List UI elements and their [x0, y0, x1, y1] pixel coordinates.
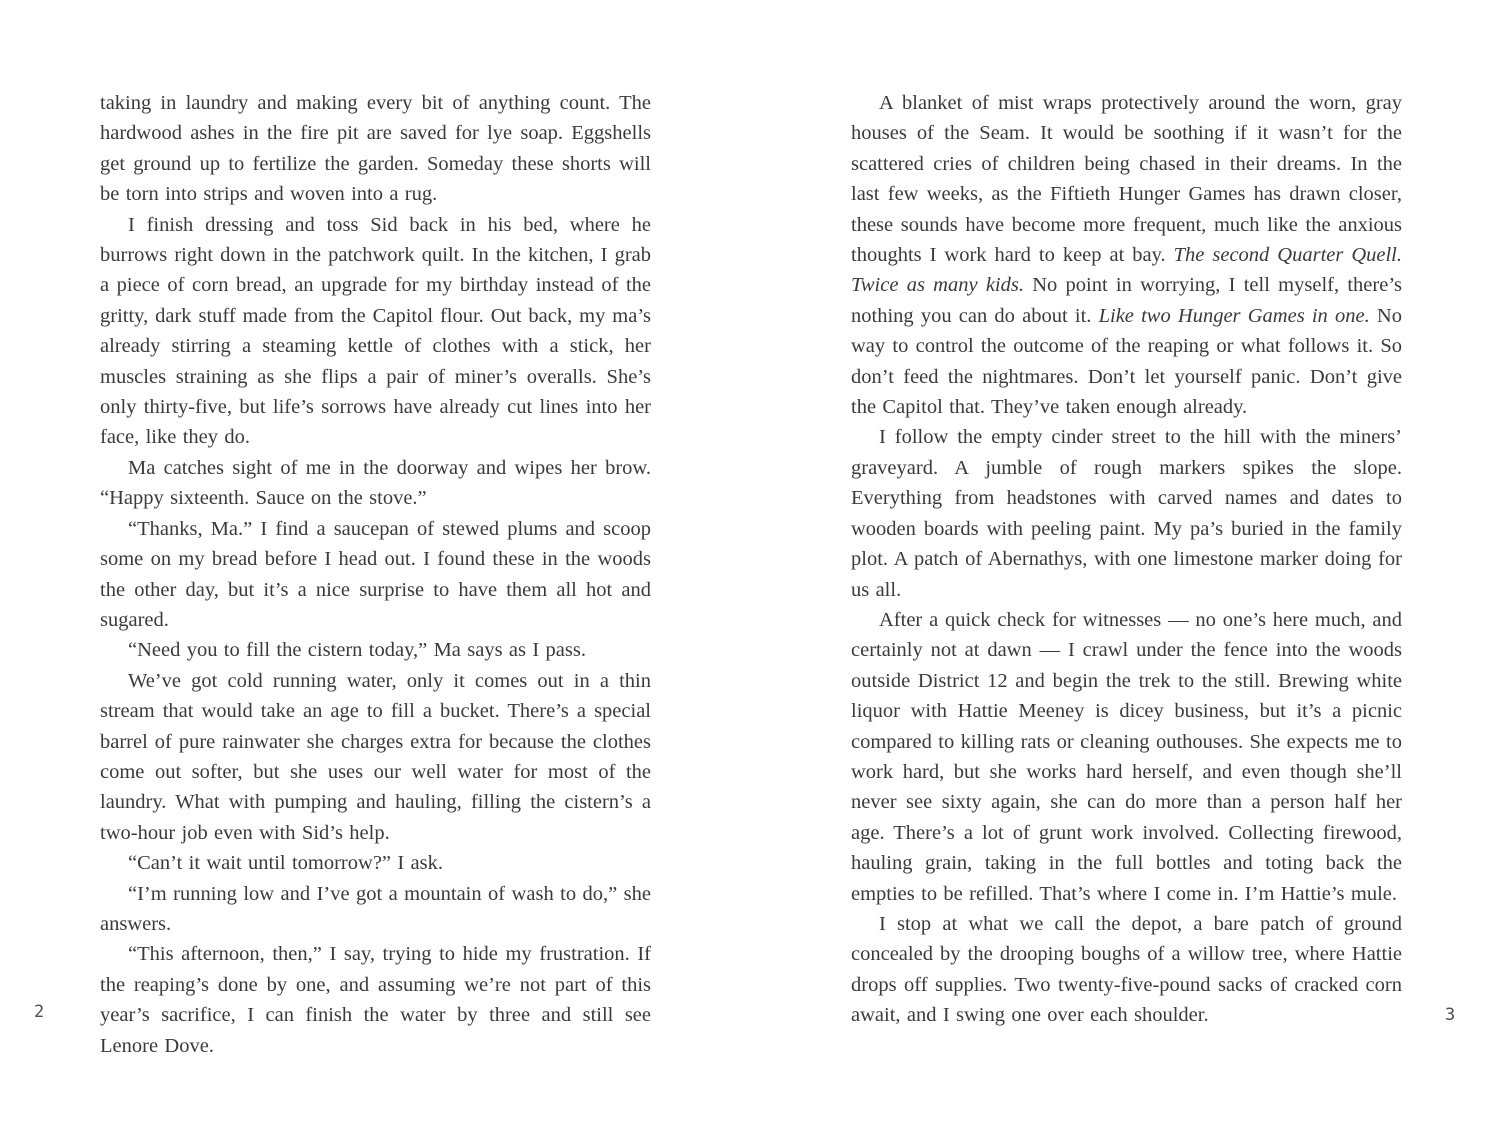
- text-run: “Can’t it wait until tomorrow?” I ask.: [128, 852, 444, 875]
- text-run: A blanket of mist wraps protectively around the worn, gray houses of the Seam. It would be soothing if it wasn’t for the scattered cries of children being chased in their dreams. In the last few weeks, as the Fiftieth Hunger Games has drawn closer, these sounds have become more frequent, much like the anxious thoughts I work hard to keep at bay.: [851, 92, 1402, 267]
- paragraph: [100, 848, 651, 878]
- paragraph: [100, 88, 651, 210]
- text-run: “Need you to fill the cistern today,” Ma says as I pass.: [128, 639, 586, 662]
- left-page-number: 2: [34, 1002, 45, 1022]
- text-run: I stop at what we call the depot, a bare patch of ground concealed by the drooping boughs of a willow tree, where Hattie drops off supplies. Two twenty-five-pound sacks of cracked corn await, and I swing one over each shoulder.: [851, 912, 1402, 1027]
- text-run: I follow the empty cinder street to the hill with the miners’ graveyard. A jumble of rough markers spikes the slope. Everything from headstones with carved names and dates to wooden boards with peeling paint. My pa’s buried in the family plot. A patch of Abernathys, with one limestone marker doing for us all.: [851, 426, 1402, 601]
- text-run: We’ve got cold running water, only it comes out in a thin stream that would take an age to fill a bucket. There’s a special barrel of pure rainwater she charges extra for because the clothes come out softer, but she uses our well water for most of the laundry. What with pumping and hauling, filling the cistern’s a two-hour job even with Sid’s help.: [100, 669, 651, 844]
- text-run: “I’m running low and I’ve got a mountain of wash to do,” she answers.: [100, 882, 651, 935]
- italic-text-run: Like two Hunger Games in one.: [1098, 304, 1370, 327]
- paragraph: [100, 514, 651, 636]
- paragraph: [851, 605, 1402, 909]
- paragraph: [100, 879, 651, 940]
- left-page-text: [100, 88, 651, 1061]
- italic-text-run: The second Quarter Quell. Twice as many kids.: [851, 244, 1402, 297]
- text-run: No way to control the outcome of the reaping or what follows it. So don’t feed the nightmares. Don’t let yourself panic. Don’t give the Capitol that. They’ve taken enough already.: [851, 304, 1402, 419]
- paragraph: [100, 453, 651, 514]
- paragraph: [100, 939, 651, 1061]
- paragraph: [851, 909, 1402, 1031]
- paragraph: [100, 666, 651, 848]
- right-page-text: [851, 88, 1402, 1031]
- text-run: No point in worrying, I tell myself, there’s nothing you can do about it.: [851, 274, 1402, 327]
- paragraph: [851, 422, 1402, 604]
- paragraph: [100, 210, 651, 453]
- text-run: taking in laundry and making every bit of anything count. The hardwood ashes in the fire pit are saved for lye soap. Eggshells get ground up to fertilize the garden. Someday these shorts will be torn into strips and woven into a rug.: [100, 92, 651, 206]
- text-run: Ma catches sight of me in the doorway and wipes her brow. “Happy sixteenth. Sauce on the stove.”: [100, 456, 651, 510]
- paragraph: [100, 635, 651, 665]
- paragraph: [851, 88, 1402, 422]
- right-page-number: 3: [1445, 1005, 1456, 1025]
- text-run: I finish dressing and toss Sid back in his bed, where he burrows right down in the patchwork quilt. In the kitchen, I grab a piece of corn bread, an upgrade for my birthday instead of the gritty, dark stuff made from the Capitol flour. Out back, my ma’s already stirring a steaming kettle of clothes with a stick, her muscles straining as she flips a pair of miner’s overalls. She’s only thirty-five, but life’s sorrows have already cut lines into her face, like they do.: [100, 213, 651, 449]
- text-run: “Thanks, Ma.” I find a saucepan of stewed plums and scoop some on my bread before I head out. I found these in the woods the other day, but it’s a nice surprise to have them all hot and sugared.: [100, 517, 651, 631]
- text-run: After a quick check for witnesses — no one’s here much, and certainly not at dawn — I crawl under the fence into the woods outside District 12 and begin the trek to the still. Brewing white liquor with Hattie Meeney is dicey business, but it’s a picnic compared to killing rats or cleaning outhouses. She expects me to work hard, but she works hard herself, and even though she’ll never see sixty again, she can do more than a person half her age. There’s a lot of grunt work involved. Collecting firewood, hauling grain, taking in the full bottles and toting back the empties to be refilled. That’s where I come in. I’m Hattie’s mule.: [851, 608, 1402, 905]
- text-run: “This afternoon, then,” I say, trying to hide my frustration. If the reaping’s done by one, and assuming we’re not part of this year’s sacrifice, I can finish the water by three and still see Lenore Dove.: [100, 943, 651, 1057]
